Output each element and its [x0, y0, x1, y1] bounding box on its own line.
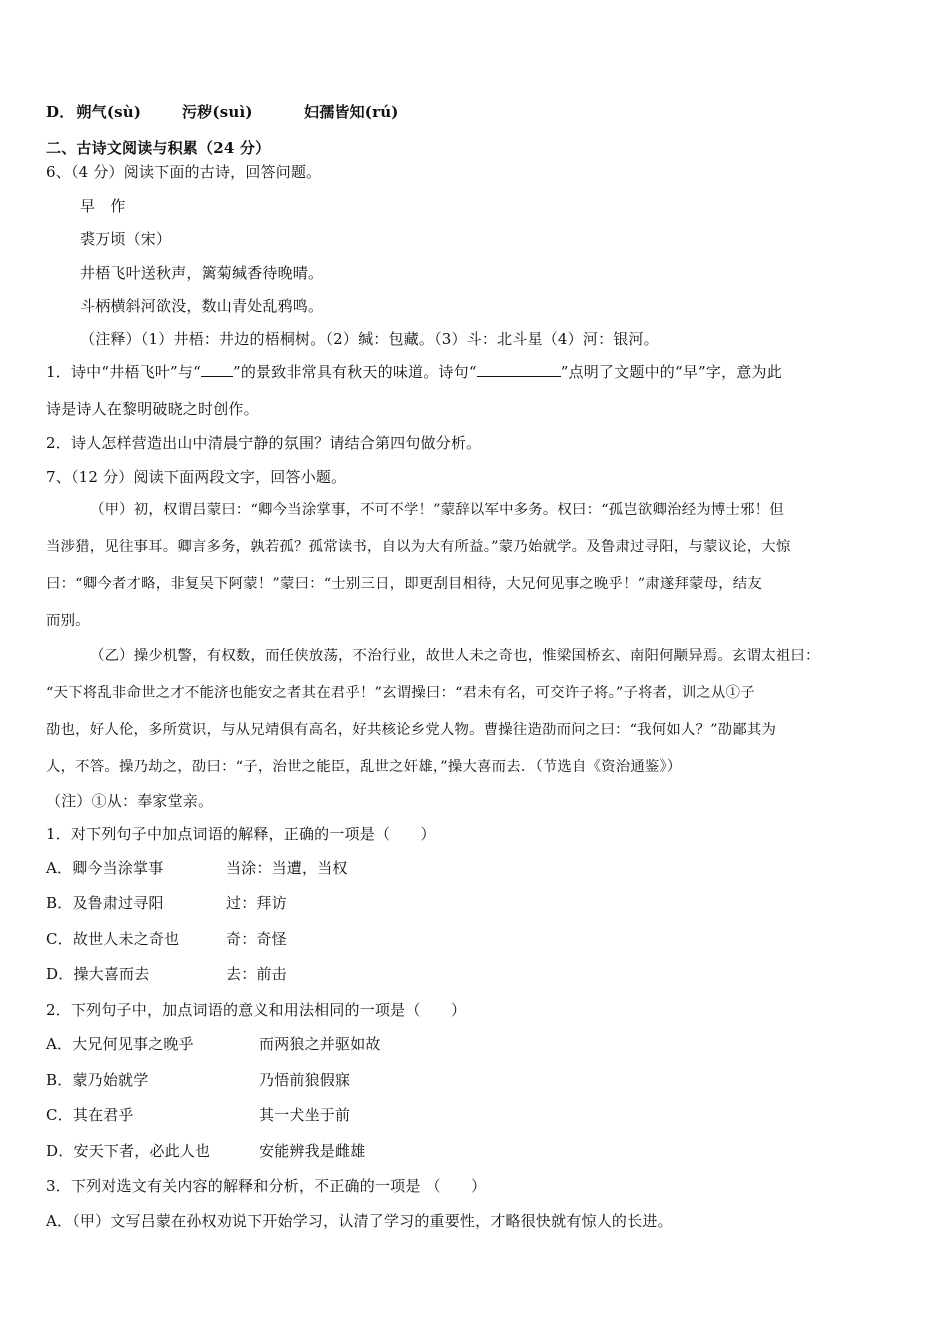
- option-label: C．: [46, 1106, 73, 1124]
- option-gloss: 而两狼之并驱如故: [259, 1035, 381, 1053]
- option-text: 及鲁肃过寻阳: [72, 894, 164, 912]
- passage-jia-line: 当涉猎，见往事耳。卿言多务，孰若孤？孤常读书，自以为大有所益。”蒙乃始就学。及鲁肃过寻阳，与蒙议论，大惊: [46, 539, 791, 555]
- passage-yi-line: “天下将乱非命世之才不能济也能安之者其在君乎！”玄谓操曰：“君未有名，可交许子将。”子将者，训之从①子: [46, 685, 755, 701]
- option-text: 安天下者，必此人也: [73, 1142, 211, 1160]
- q7-sub1-stem: 1．对下列句子中加点词语的解释，正确的一项是（ ）: [46, 825, 436, 843]
- q6-blank-2[interactable]: [477, 362, 561, 377]
- prev-option-d-label: D．: [46, 103, 75, 121]
- option-gloss: 其一犬坐于前: [259, 1106, 351, 1124]
- option-label: D．: [46, 965, 74, 983]
- q7-sub2-option-c[interactable]: [46, 1105, 906, 1125]
- option-label: D．: [46, 1142, 74, 1160]
- q7-stem: 7、（12 分）阅读下面两段文字，回答小题。: [46, 468, 347, 486]
- q7-sub1-option-b[interactable]: [46, 893, 906, 913]
- option-label: B．: [46, 894, 73, 912]
- q7-sub1-option-c[interactable]: [46, 929, 906, 949]
- q7-sub1-option-a[interactable]: [46, 858, 906, 878]
- q6-sub1-part-b: ”的景致非常具有秋天的味道。诗句“: [232, 363, 477, 381]
- poem-author: 裘万顷（宋）: [80, 230, 172, 248]
- option-gloss: 奇：奇怪: [226, 930, 287, 948]
- option-gloss: 乃悟前狼假寐: [259, 1071, 351, 1089]
- q7-sub3-option-a[interactable]: A．（甲）文写吕蒙在孙权劝说下开始学习，认清了学习的重要性，才略很快就有惊人的长进。: [46, 1212, 673, 1230]
- option-label: A．: [46, 859, 73, 877]
- passage-yi-line: 人，不答。操乃劫之，劭曰：“子，治世之能臣，乱世之奸雄，”操大喜而去．（节选自《资治通鉴》）: [46, 759, 682, 775]
- poem-title: 早 作: [80, 197, 126, 215]
- q6-sub1-line2: 诗是诗人在黎明破晓之时创作。: [46, 400, 259, 418]
- option-text: 故世人未之奇也: [72, 930, 180, 948]
- section2-heading: 二、古诗文阅读与积累（24 分）: [46, 139, 271, 157]
- q6-sub1-part-a: 1．诗中“井梧飞叶”与“: [46, 363, 201, 381]
- passage-yi-line: 劭也，好人伦，多所赏识，与从兄靖俱有高名，好共核论乡党人物。曹操往造劭而问之曰：“我何如人？”劭鄙其为: [46, 722, 777, 738]
- q7-sub2-stem: 2．下列句子中，加点词语的意义和用法相同的一项是（ ）: [46, 1001, 467, 1019]
- prev-option-d-item2: 污秽(suì): [182, 103, 253, 121]
- option-gloss: 过：拜访: [226, 894, 287, 912]
- option-label: C．: [46, 930, 73, 948]
- option-gloss: 安能辨我是雌雄: [259, 1142, 366, 1160]
- poem-line-1: 井梧飞叶送秋声，篱菊缄香待晚晴。: [80, 264, 324, 282]
- option-text: 大兄何见事之晚乎: [72, 1035, 194, 1053]
- option-label: B．: [46, 1071, 73, 1089]
- q7-annotation: （注）①从：奉家堂亲。: [46, 792, 214, 810]
- option-label: A．: [46, 1035, 73, 1053]
- q6-sub1-part-c: ”点明了文题中的“早”字，意为此: [560, 363, 782, 381]
- option-text: 卿今当涂掌事: [72, 859, 164, 877]
- passage-yi-line: （乙）操少机警，有权数，而任侠放荡，不治行业，故世人未之奇也，惟梁国桥玄、南阳何颙异焉。玄谓太祖曰：: [90, 648, 820, 664]
- q7-sub3-stem: 3．下列对选文有关内容的解释和分析，不正确的一项是 （ ）: [46, 1177, 487, 1195]
- q6-sub2: 2．诗人怎样营造出山中清晨宁静的氛围？请结合第四句做分析。: [46, 434, 482, 452]
- q7-sub2-option-d[interactable]: [46, 1141, 906, 1161]
- poem-line-2: 斗柄横斜河欲没，数山青处乱鸦鸣。: [80, 297, 324, 315]
- q7-sub1-option-d[interactable]: [46, 964, 906, 984]
- q6-blank-1[interactable]: [201, 362, 233, 377]
- q7-sub2-option-a[interactable]: [46, 1034, 906, 1054]
- option-text: 蒙乃始就学: [72, 1071, 149, 1089]
- option-text: 其在君乎: [72, 1106, 134, 1124]
- prev-option-d-item1: 朔气(sù): [76, 103, 142, 121]
- q6-sub1: [46, 362, 906, 382]
- option-gloss: 当涂：当遭，当权: [226, 859, 348, 877]
- q7-sub2-option-b[interactable]: [46, 1070, 906, 1090]
- q6-stem: 6、（4 分）阅读下面的古诗，回答问题。: [46, 163, 322, 181]
- poem-note: （注释）（1）井梧：井边的梧桐树。（2）缄：包藏。（3）斗：北斗星（4）河：银河。: [80, 330, 659, 348]
- prev-option-d: [46, 102, 906, 122]
- passage-jia-line: （甲）初，权谓吕蒙曰：“卿今当涂掌事，不可不学！”蒙辞以军中多务。权曰：“孤岂欲卿治经为博士邪！但: [90, 502, 784, 518]
- prev-option-d-item3: 妇孺皆知(rú): [304, 103, 399, 121]
- passage-jia-line: 曰：“卿今者才略，非复吴下阿蒙！”蒙曰：“士别三日，即更刮目相待，大兄何见事之晚乎！”肃遂拜蒙母，结友: [46, 576, 762, 592]
- option-text: 操大喜而去: [73, 965, 150, 983]
- option-gloss: 去：前击: [226, 965, 287, 983]
- passage-jia-line: 而别。: [46, 613, 90, 629]
